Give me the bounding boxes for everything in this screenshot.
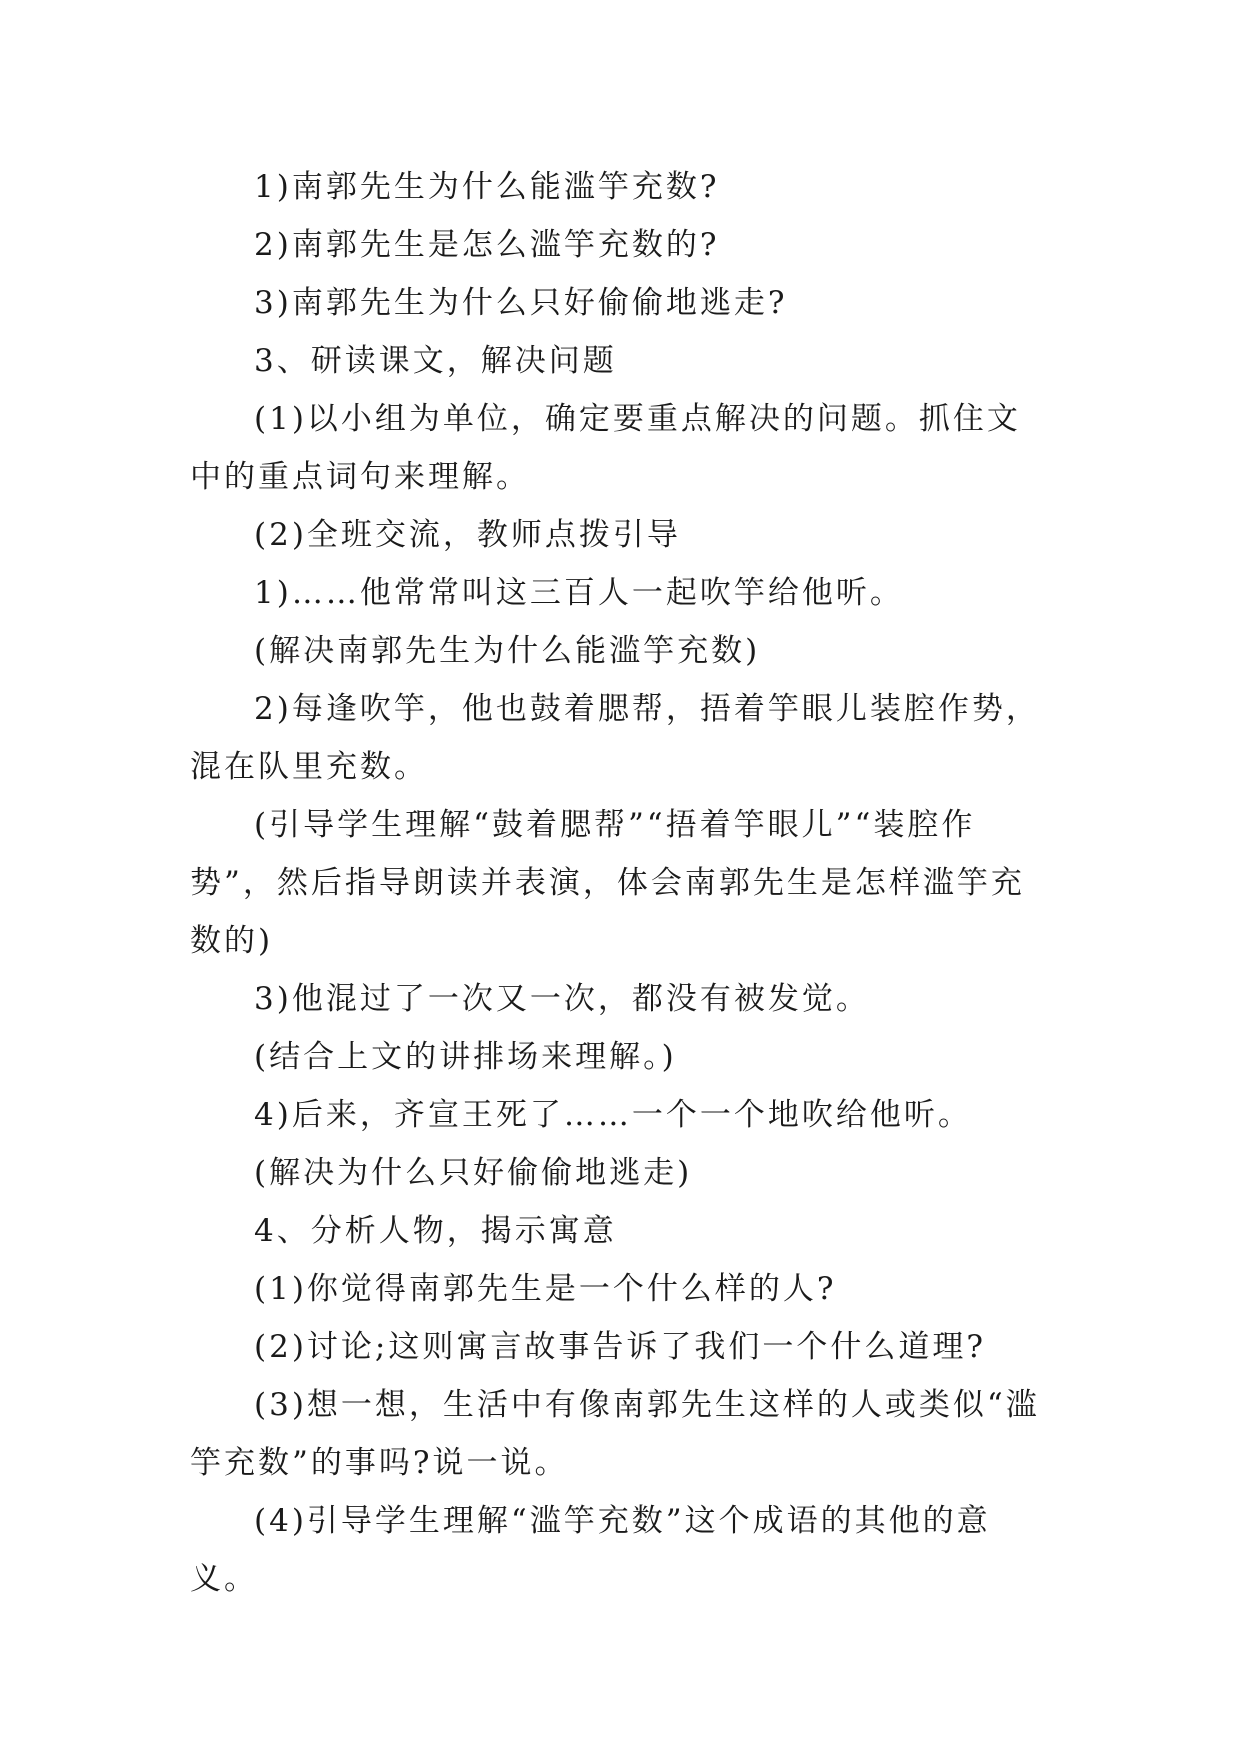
question-1: 1)南郭先生为什么能滥竽充数? (254, 169, 720, 205)
quote-3: 3)他混过了一次又一次，都没有被发觉。 (254, 981, 870, 1017)
section-heading-4: 4、分析人物，揭示寓意 (254, 1213, 617, 1249)
note-1: (解决南郭先生为什么能滥竽充数) (254, 633, 761, 669)
note-4: (解决为什么只好偷偷地逃走) (254, 1155, 693, 1191)
note-3: (结合上文的讲排场来理解。) (254, 1039, 677, 1075)
discussion-question-3: (3)想一想，生活中有像南郭先生这样的人或类似“滥竽充数”的事吗?说一说。 (190, 1387, 1040, 1481)
discussion-question-2: (2)讨论;这则寓言故事告诉了我们一个什么道理? (254, 1329, 986, 1365)
quote-2: 2)每逢吹竽，他也鼓着腮帮，捂着竽眼儿装腔作势，混在队里充数。 (190, 691, 1040, 785)
paragraph-group-work: (1)以小组为单位，确定要重点解决的问题。抓住文中的重点词句来理解。 (190, 401, 1021, 495)
discussion-question-4: (4)引导学生理解“滥竽充数”这个成语的其他的意义。 (190, 1503, 991, 1597)
paragraph-class-discussion: (2)全班交流，教师点拨引导 (254, 517, 681, 553)
document-body (190, 158, 1050, 1608)
note-2: (引导学生理解“鼓着腮帮”“捂着竽眼儿”“装腔作势”，然后指导朗读并表演，体会南郭先生是怎样滥竽充数的) (190, 807, 1025, 959)
section-heading-3: 3、研读课文，解决问题 (254, 343, 617, 379)
quote-4: 4)后来，齐宣王死了……一个一个地吹给他听。 (254, 1097, 972, 1133)
question-3: 3)南郭先生为什么只好偷偷地逃走? (254, 285, 788, 321)
quote-1: 1)……他常常叫这三百人一起吹竽给他听。 (254, 575, 904, 611)
discussion-question-1: (1)你觉得南郭先生是一个什么样的人? (254, 1271, 837, 1307)
question-2: 2)南郭先生是怎么滥竽充数的? (254, 227, 720, 263)
